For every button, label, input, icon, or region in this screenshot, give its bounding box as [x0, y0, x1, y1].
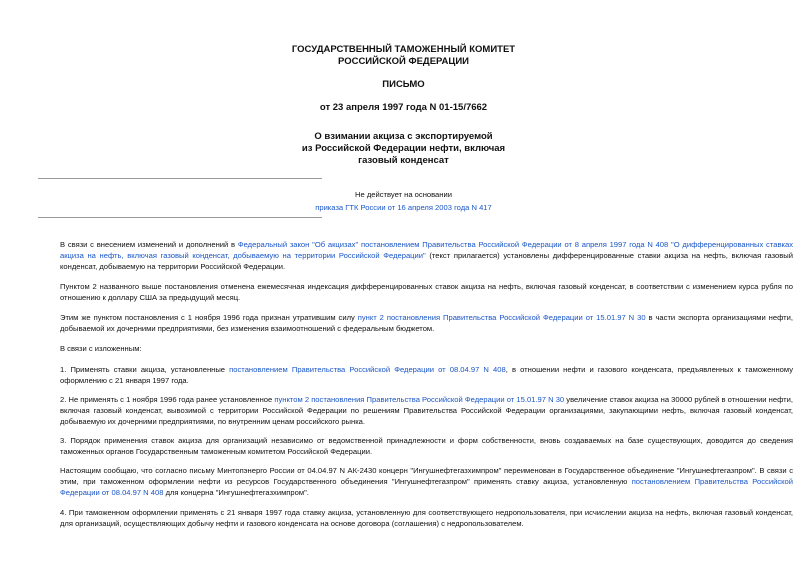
- paragraph-4-text: В связи с изложенным:: [60, 344, 142, 353]
- status-note-text: Не действует на основании: [355, 190, 452, 199]
- status-note-link[interactable]: приказа ГТК России от 16 апреля 2003 года N 417: [315, 203, 492, 212]
- paragraph-9: [38, 507, 793, 529]
- paragraph-7-text: 3. Порядок применения ставок акциза для организаций независимо от ведомственной принадлежности и форм собственности, вновь создаваемых на базе существующих, доводится до сведения таможенных органов Государственным таможенным комитетом Российской Федерации.: [60, 436, 793, 456]
- paragraph-5-text-a: 1. Применять ставки акциза, установленные: [60, 365, 230, 374]
- paragraph-6-text-b: увеличение ставок акциза на 30000 рублей в отношении нефти, включая газовый конденсат, вывозимой с территории Российской Федерации по решениям Правительства Российской Федерации организациями, закупающими нефть, включая газовый конденсат, добываемую их дочерними предприятиями, по внутренним ценам российского рынка.: [60, 395, 794, 426]
- paragraph-3: [38, 312, 793, 334]
- resolution-30-link[interactable]: пункт 2 постановления Правительства Российской Федерации от 15.01.97 N 30: [357, 313, 646, 322]
- document-date-number: от 23 апреля 1997 года N 01-15/7662: [319, 102, 488, 113]
- status-note-link-row: [0, 201, 807, 214]
- paragraph-8: [38, 465, 793, 498]
- paragraph-2: [38, 281, 793, 303]
- paragraph-2-text: Пунктом 2 названного выше постановления отменена ежемесячная индексация дифференцированных ставок акциза на нефть, включая газовый конденсат, в соответствии с изменением курса рубля по отношению к доллару США за предыдущий месяц.: [60, 282, 793, 302]
- paragraph-5: [38, 364, 793, 386]
- paragraph-1: [38, 239, 793, 272]
- paragraph-8-text-a: Настоящим сообщаю, что согласно письму Минтопэнерго России от 04.04.97 N АК-2430 концерн "Ингушнефтегазхимпром" переименован в Государственное объединение "Ингушнефтегазпром". В связи с этим, при таможенном оформлении нефти из ресурсов Государственного объединения "Ингушнефтегазпром" применять ставку акциза, установленную: [60, 466, 793, 486]
- paragraph-1-text-a: В связи с внесением изменений и дополнений в: [60, 240, 238, 249]
- paragraph-7: [38, 435, 793, 457]
- resolution-408-link-2[interactable]: постановлением Правительства Российской Федерации от 08.04.97 N 408: [229, 365, 506, 374]
- subject-line-1: О взимании акциза с экспортируемой: [314, 131, 493, 142]
- subject-line-3: газовый конденсат: [358, 155, 449, 166]
- paragraph-6-text-a: 2. Не применять с 1 ноября 1996 года ранее установленное: [60, 395, 275, 404]
- paragraph-6: [38, 394, 793, 427]
- resolution-408-link[interactable]: постановлением Правительства Российской Федерации от 8 апреля 1997 года N 408 "О дифференцированных ставках акциза на нефть, включая газовый конденсат, добываемую на территории Российской Федерации": [60, 240, 794, 260]
- paragraph-9-text: 4. При таможенном оформлении применять с 21 января 1997 года ставку акциза, установленную для соответствующего недропользователя, при исчислении акциза на нефть, включая газовый конденсат, для организаций, осуществляющих добычу нефти и газового конденсата на основе договора (соглашения) с недропользователем.: [60, 508, 793, 528]
- paragraph-5-text-b: , в отношении нефти и газового конденсата, предъявленных к таможенному оформлению с 21 января 1997 года.: [60, 365, 794, 385]
- resolution-408-link-3[interactable]: постановлением Правительства Российской Федерации от 08.04.97 N 408: [60, 477, 793, 497]
- paragraph-1-text-c: (текст прилагается) установлены дифференцированные ставки акциза на нефть, включая газовый конденсат, добываемую на территории Российской Федерации.: [60, 251, 793, 271]
- issuer-line-1: ГОСУДАРСТВЕННЫЙ ТАМОЖЕННЫЙ КОМИТЕТ: [291, 44, 516, 55]
- resolution-30-link-2[interactable]: пунктом 2 постановления Правительства Российской Федерации от 15.01.97 N 30: [274, 395, 565, 404]
- subject-line-2: из Российской Федерации нефти, включая: [301, 143, 506, 154]
- document-type: ПИСЬМО: [382, 79, 425, 90]
- paragraph-3-text-b: в части экспорта организациями нефти, добываемой их дочерними предприятиями, без изменения взаимоотношений с федеральным бюджетом.: [60, 313, 793, 333]
- federal-law-link[interactable]: Федеральный закон "Об акцизах": [237, 240, 359, 249]
- paragraph-3-text-a: Этим же пунктом постановления с 1 ноября 1996 года признан утратившим силу: [60, 313, 358, 322]
- paragraph-8-text-b: для концерна "Ингушнефтегазхимпром".: [163, 488, 309, 497]
- divider-top: [38, 178, 322, 179]
- paragraph-4: [38, 343, 793, 354]
- divider-bottom: [38, 217, 322, 218]
- issuer-line-2: РОССИЙСКОЙ ФЕДЕРАЦИИ: [337, 56, 469, 67]
